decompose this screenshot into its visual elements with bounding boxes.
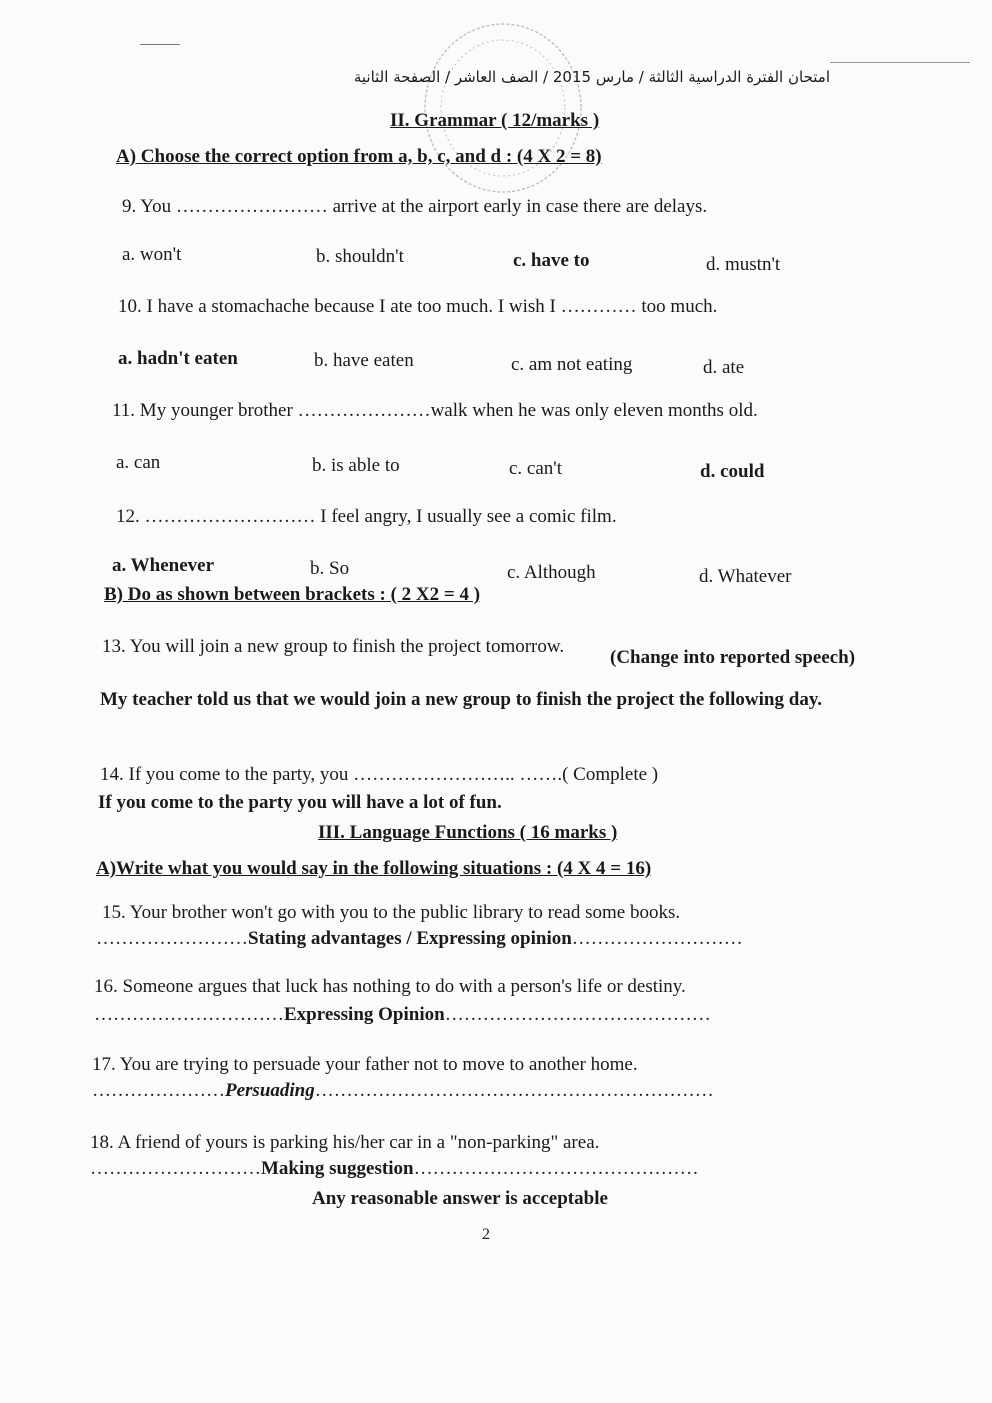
question-15: 15. Your brother won't go with you to the public library to read some books. — [102, 902, 681, 923]
q12-option-b: b. So — [310, 558, 350, 579]
q10-option-b: b. have eaten — [314, 350, 414, 371]
question-16-answer-line — [94, 1004, 711, 1026]
exam-header: امتحان الفترة الدراسية الثالثة / مارس 2015 / الصف العاشر / الصفحة الثانية — [353, 68, 830, 86]
grammar-section-a-title: A) Choose the correct option from a, b, c, and d : (4 X 2 = 8) — [116, 146, 602, 167]
question-16-answer: Expressing Opinion — [284, 1004, 445, 1025]
q9-option-c: c. have to — [513, 250, 590, 271]
marking-note: Any reasonable answer is acceptable — [312, 1188, 608, 1209]
question-13-text: 13. You will join a new group to finish the project tomorrow. — [102, 636, 565, 657]
dotted-trail: …………………………………… — [444, 1004, 711, 1025]
language-functions-section-a-title: A)Write what you would say in the following situations : (4 X 4 = 16) — [96, 858, 652, 879]
question-13-answer: My teacher told us that we would join a new group to finish the project the following day. — [100, 689, 823, 710]
question-18: 18. A friend of yours is parking his/her car in a "non-parking" area. — [90, 1132, 600, 1153]
q9-option-b: b. shouldn't — [316, 246, 404, 267]
question-18-answer-line — [90, 1158, 699, 1180]
dotted-lead: ………………… — [92, 1080, 225, 1101]
question-10: 10. I have a stomachache because I ate too much. I wish I ………… too much. — [118, 296, 718, 317]
dotted-lead: ……………………… — [90, 1158, 261, 1179]
q12-option-c: c. Although — [507, 562, 596, 583]
question-12: 12. ……………………… I feel angry, I usually see a comic film. — [116, 506, 617, 527]
grammar-section-title: II. Grammar ( 12/marks ) — [390, 110, 600, 131]
page-number: 2 — [482, 1226, 490, 1243]
q12-option-a: a. Whenever — [112, 555, 215, 576]
q10-option-d: d. ate — [703, 357, 745, 378]
q11-option-a: a. can — [116, 452, 161, 473]
question-17-answer-line — [92, 1080, 714, 1102]
dotted-trail: ……………………………………… — [413, 1158, 699, 1179]
q11-option-d: d. could — [700, 461, 765, 482]
dotted-trail: ……………………… — [571, 928, 743, 949]
question-16: 16. Someone argues that luck has nothing to do with a person's life or destiny. — [94, 976, 686, 997]
question-14-answer: If you come to the party you will have a lot of fun. — [98, 792, 502, 813]
language-functions-title: III. Language Functions ( 16 marks ) — [318, 822, 618, 843]
question-18-answer: Making suggestion — [261, 1158, 414, 1179]
scan-speck — [830, 62, 970, 63]
dotted-trail: ……………………………………………………… — [314, 1080, 714, 1101]
q12-option-d: d. Whatever — [699, 566, 792, 587]
question-17-answer: Persuading — [225, 1080, 315, 1101]
dotted-lead: …………………… — [96, 928, 248, 949]
question-15-answer: Stating advantages / Expressing opinion — [248, 928, 572, 949]
q11-option-c: c. can't — [509, 458, 563, 479]
question-13-instruction: (Change into reported speech) — [610, 647, 856, 668]
q10-option-c: c. am not eating — [511, 354, 633, 375]
q9-option-a: a. won't — [122, 244, 182, 265]
q9-option-d: d. mustn't — [706, 254, 781, 275]
question-17: 17. You are trying to persuade your father not to move to another home. — [92, 1054, 638, 1075]
question-11: 11. My younger brother …………………walk when he was only eleven months old. — [112, 400, 758, 421]
q11-option-b: b. is able to — [312, 455, 400, 476]
grammar-section-b-title: B) Do as shown between brackets : ( 2 X2 = 4 ) — [104, 584, 481, 605]
dotted-lead: ………………………… — [94, 1004, 284, 1025]
school-seal-stamp — [418, 18, 588, 198]
question-9: 9. You …………………… arrive at the airport early in case there are delays. — [122, 196, 708, 217]
q10-option-a: a. hadn't eaten — [118, 348, 238, 369]
scan-speck — [140, 44, 180, 45]
question-14: 14. If you come to the party, you …………………….. …….( Complete ) — [100, 764, 659, 785]
question-15-answer-line — [96, 928, 743, 950]
